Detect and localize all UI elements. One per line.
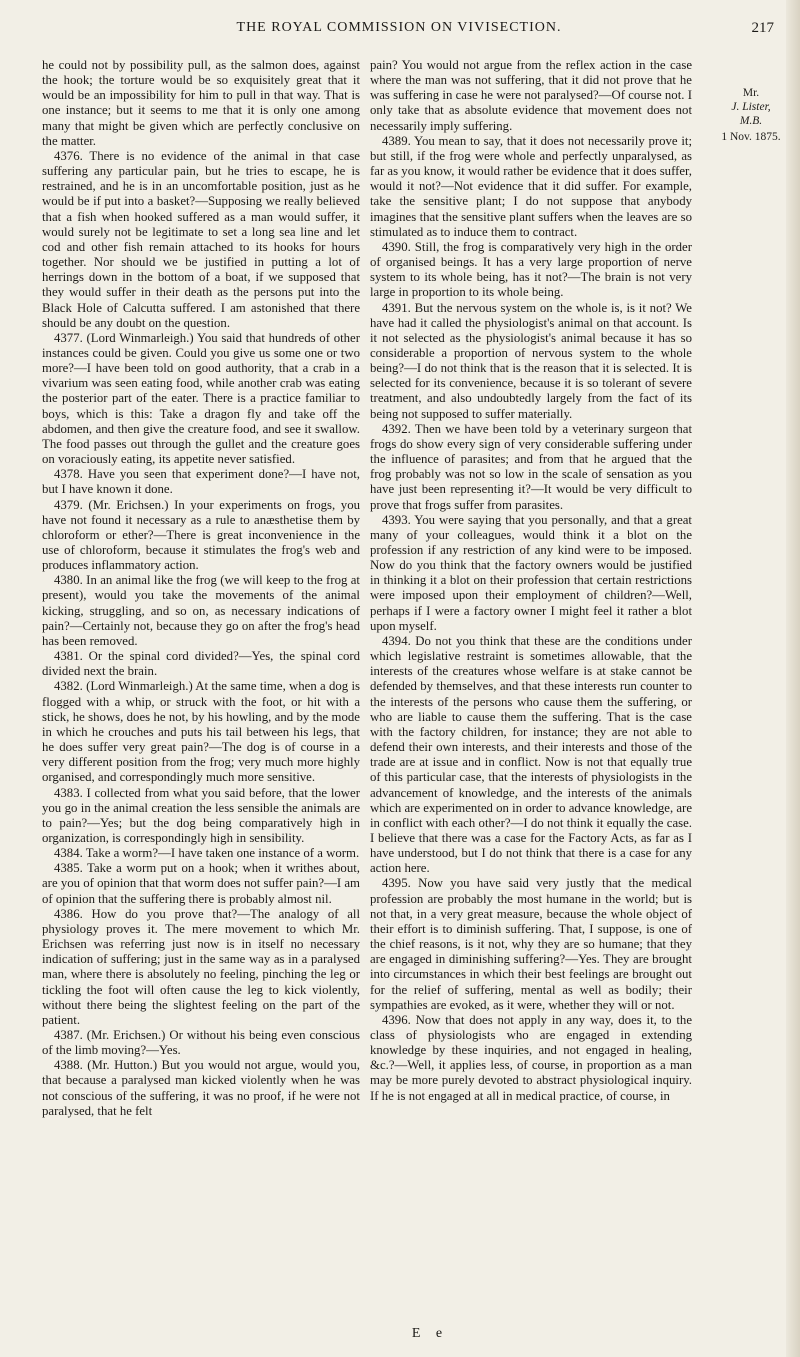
paragraph: 4391. But the nervous system on the whole is, is it not? We have had it called the physiologist's animal on that account. Is it not selected as the physiologist's animal because it has so considerable a proportion of nervous system to the whole being?—I do not think that is the reason that it is selected. It is selected for its convenience, because it is so tolerant of severe treatment, and also undoubtedly largely from the fact of its being not supposed to suffer materially.: [370, 300, 692, 421]
paragraph: 4380. In an animal like the frog (we will keep to the frog at present), would you take the movements of the animal kicking, struggling, and so on, as necessary indications of pain?—Certainly not, because they go on after the frog's head has been removed.: [42, 573, 360, 648]
page-number: 217: [751, 20, 774, 36]
running-head: THE ROYAL COMMISSION ON VIVISECTION.: [236, 20, 562, 35]
paragraph: pain? You would not argue from the reflex action in the case where the man was not suffering, that it did not prove that he was suffering in case he were not paralysed?—Of course not. I only take that as absolute evidence that movement does not necessarily imply suffering.: [370, 58, 692, 133]
paragraph: 4389. You mean to say, that it does not necessarily prove it; but still, if the frog were whole and perfectly unparalysed, as far as you know, it would rather be evidence that it does suffer, would it not?—Not evidence that it did suffer. For example, take the sensitive plant; I do not suppose that anybody imagines that the sensitive plant suffers when the leaves are so stimulated as to induce them to contract.: [370, 133, 692, 239]
paragraph: 4382. (Lord Winmarleigh.) At the same time, when a dog is flogged with a whip, or struck with the foot, or hit with a stick, he shows, does he not, by his howling, and by the mode in which he crouches and puts his tail between his legs, that he does suffer very great pain?—The dog is of course in a very different position from the frog; very much more highly organised, and correspondingly much more sensitive.: [42, 679, 360, 785]
paragraph: 4381. Or the spinal cord divided?—Yes, the spinal cord divided next the brain.: [42, 649, 360, 679]
paragraph: 4377. (Lord Winmarleigh.) You said that hundreds of other instances could be given. Could you give us some one or two more?—I have been told on good authority, that a crab in a vivarium was seen eating food, while another crab was eating the posterior part of the eater. There is a practice familiar to boys, which is this: Take a dragon fly and take off the abdomen, and then give the creature food, and see it swallow. The food passes out through the gullet and the creature goes on voraciously eating, its appetite never satisfied.: [42, 330, 360, 467]
paragraph: 4388. (Mr. Hutton.) But you would not argue, would you, that because a paralysed man kicked violently when he was not conscious of the suffering, it was no proof, if he were not paralysed, that he felt: [42, 1058, 360, 1118]
witness-name: J. Lister,: [731, 101, 771, 113]
paragraph: 4378. Have you seen that experiment done?—I have not, but I have known it done.: [42, 467, 360, 497]
witness-title: Mr.: [742, 87, 760, 99]
paragraph: 4395. Now you have said very justly that the medical profession are probably the most humane in the world; but is not that, in a very great measure, because the whole object of their effort is to diminish suffering. That, I suppose, is one of the chief reasons, is it not, why they are so humane; that they are engaged in diminishing suffering?—Yes. They are brought into circumstances in which their best feelings are brought out for the relief of suffering, mental as well as bodily; their sympathies are evoked, as it were, whether they will or not.: [370, 876, 692, 1012]
paragraph: 4394. Do not you think that these are the conditions under which legislative restraint is sometimes allowable, that the interests of the creatures whose welfare is at stake cannot be defended by themselves, and that these interests run counter to the interests of the persons who cause them the suffering, or who are liable to cause them the suffering. That is the case with the factory children, for instance; they are not able to defend their own interests, and their interests and those of the trade are at issue and in conflict. Now is not that equally true of this particular case, that the interests of physiologists in the advancement of knowledge, and the interests of the animals which are experimented on in order to advance knowledge, are in conflict with each other?—I do not think it equally the case. I believe that there was a case for the Factory Acts, as far as I have understood, but I do not think that there is a case for any action here.: [370, 633, 692, 876]
paragraph: he could not by possibility pull, as the salmon does, against the hook; the torture would be so exquisitely great that it would be an impossibility for him to pull in that way. That is one instance; but it seems to me that it is only one among many that might be given which are perfectly conclusive on the matter.: [42, 58, 360, 148]
witness-date: 1 Nov. 1875.: [721, 131, 781, 143]
paragraph: 4390. Still, the frog is comparatively very high in the order of organised beings. It has a very large proportion of nerve system to its whole being, has it not?—The brain is not very large in proportion to its whole being.: [370, 239, 692, 300]
page-edge: [786, 0, 800, 1357]
signature-mark: E e: [411, 1326, 449, 1341]
paragraph: 4393. You were saying that you personally, and that a great many of your colleagues, would think it a blot on the profession if any restriction of any kind were to be imposed. Now do you think that the factory owners would be justified in thinking it a blot on their profession that certain restrictions were imposed upon their employment of children?—Well, perhaps if I were a factory owner I might feel it rather a blot upon myself.: [370, 512, 692, 633]
right-column: [370, 58, 692, 1104]
paragraph: 4379. (Mr. Erichsen.) In your experiments on frogs, you have not found it necessary as a rule to anæsthetise them by chloroform or ether?—There is great inconvenience in the use of chloroform, because it stimulates the frog's web and produces inflammatory action.: [42, 497, 360, 573]
paragraph: 4385. Take a worm put on a hook; when it writhes about, are you of opinion that that worm does not suffer pain?—I am of opinion that the suffering there is probably almost nil.: [42, 861, 360, 906]
paragraph: 4383. I collected from what you said before, that the lower you go in the animal creation the less sensible the animals are to pain?—Yes; but the dog being comparatively high in organization, is correspondingly high in sensibility.: [42, 785, 360, 845]
left-column: [42, 58, 360, 1119]
paragraph: 4396. Now that does not apply in any way, does it, to the class of physiologists who are engaged in extending knowledge by these inquiries, and not engaged in healing, &c.?—Well, it applies less, of course, in proportion as a man may be more purely devoted to abstract physiological inquiry. If he is not engaged at all in medical practice, of course, in: [370, 1012, 692, 1103]
paragraph: 4384. Take a worm?—I have taken one instance of a worm.: [54, 846, 360, 861]
paragraph: 4392. Then we have been told by a veterinary surgeon that frogs do show every sign of very considerable suffering under the influence of parasites; and from that he argued that the frog probably was not so low in the scale of sensation as you have just been representing it?—It would be very difficult to prove that frogs suffer from parasites.: [370, 421, 692, 512]
paragraph: 4387. (Mr. Erichsen.) Or without his being even conscious of the limb moving?—Yes.: [42, 1028, 360, 1058]
paragraph: 4376. There is no evidence of the animal in that case suffering any particular pain, but he tries to escape, he is restrained, and he is in an uncomfortable position, just as he would be if put into a basket?—Supposing we really believed that a fish when hooked suffered as a man would suffer, it would surely not be legitimate to set a long sea line and let cod and other fish remain attached to its hooks for hours together. Nor should we be justified in putting a lot of herrings down in the bottom of a boat, if we supposed that they would suffer in their death as the persons put into the Black Hole of Calcutta suffered. I am astonished that there should be any doubt on the question.: [42, 148, 360, 330]
margin-note: [716, 86, 786, 144]
paragraph: 4386. How do you prove that?—The analogy of all physiology proves it. The mere movement to which Mr. Erichsen was referring just now is in itself no necessary indication of suffering; just in the same way as in a paralysed man, where there is absolutely no feeling, pinching the leg or tickling the foot will often cause the leg to kick violently, without there being the slightest feeling on the part of the patient.: [42, 906, 360, 1027]
witness-degree: M.B.: [739, 115, 763, 127]
page-header: [84, 20, 774, 40]
